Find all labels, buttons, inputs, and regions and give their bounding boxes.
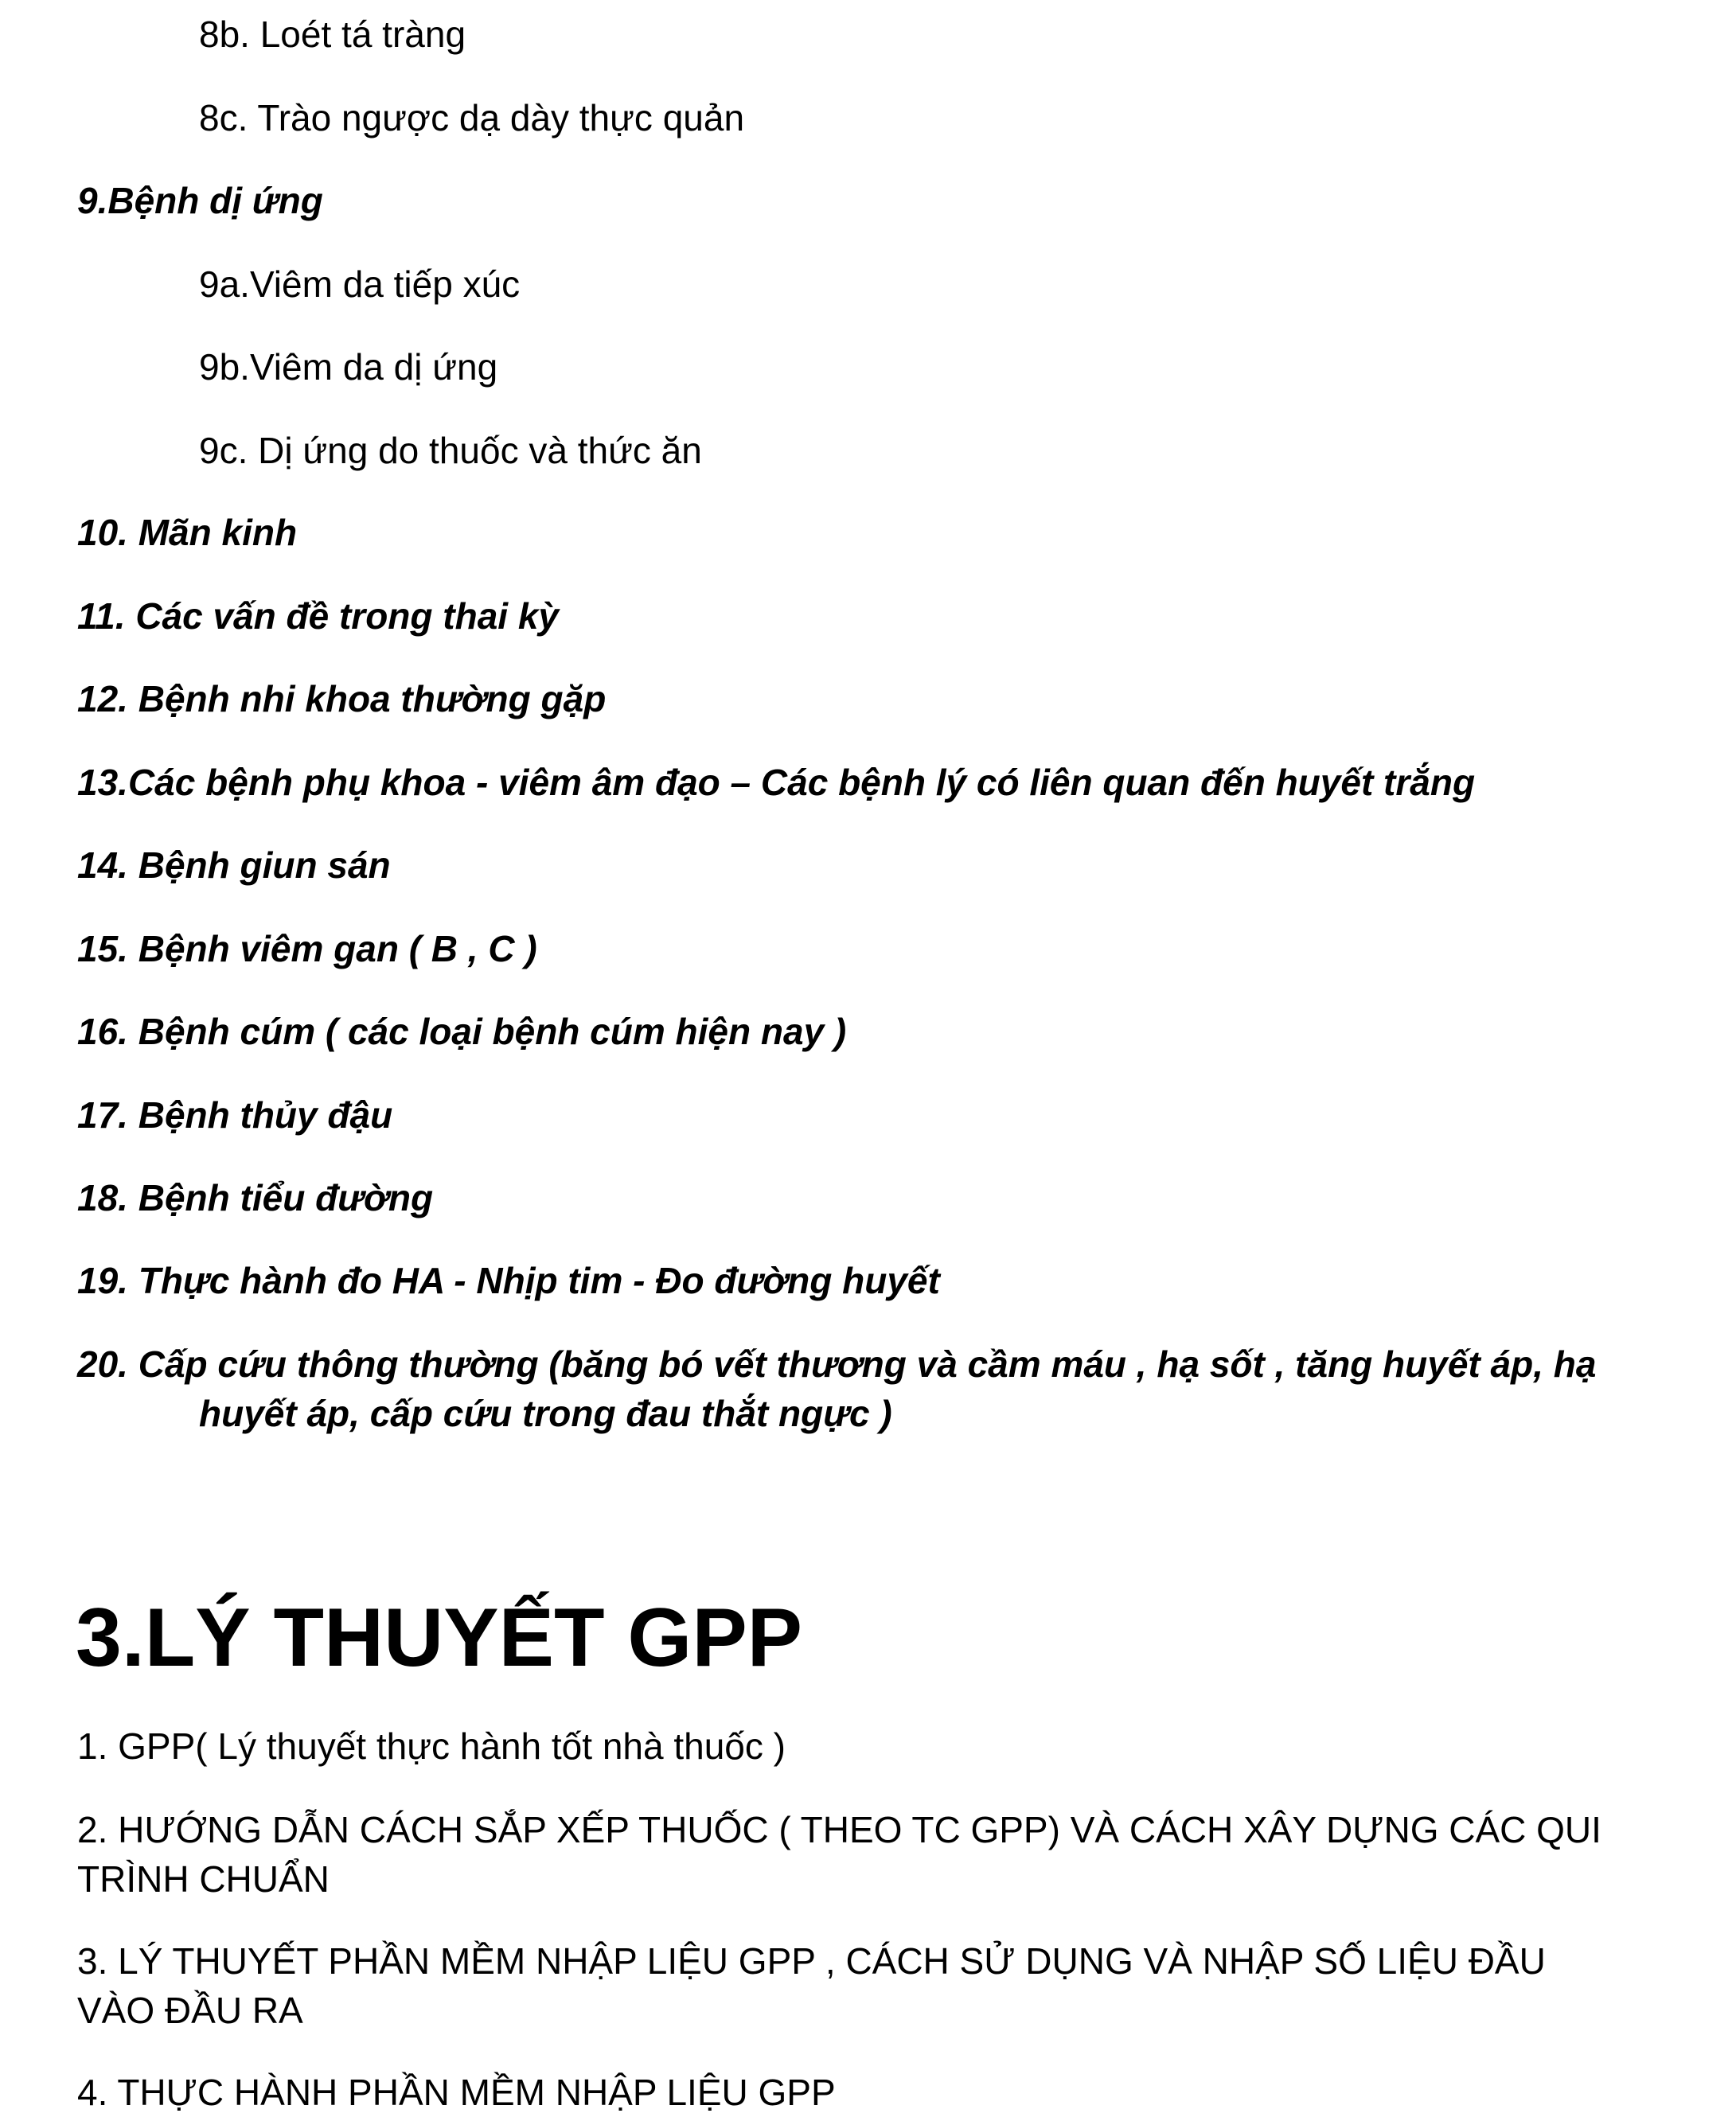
list-item: 9.Bệnh dị ứng [77, 180, 323, 221]
list-item: 1. GPP( Lý thuyết thực hành tốt nhà thuốc ) [77, 1725, 786, 1767]
list-item: 14. Bệnh giun sán [77, 844, 391, 886]
list-item: 4. THỰC HÀNH PHẦN MỀM NHẬP LIỆU GPP [77, 2072, 836, 2113]
list-item: 9c. Dị ứng do thuốc và thức ăn [199, 430, 702, 471]
list-item-continuation: TRÌNH CHUẨN [77, 1858, 330, 1900]
list-item-continuation: huyết áp, cấp cứu trong đau thắt ngực ) [199, 1393, 892, 1434]
list-item: 13.Các bệnh phụ khoa - viêm âm đạo – Các bệnh lý có liên quan đến huyết trắng [77, 762, 1476, 803]
list-item: 19. Thực hành đo HA - Nhịp tim - Đo đường huyết [77, 1260, 940, 1301]
list-item: 8c. Trào ngược dạ dày thực quản [199, 97, 745, 138]
list-item: 16. Bệnh cúm ( các loại bệnh cúm hiện nay ) [77, 1011, 847, 1052]
section-heading: 3.LÝ THUYẾT GPP [76, 1592, 803, 1684]
list-item: 3. LÝ THUYẾT PHẦN MỀM NHẬP LIỆU GPP , CÁCH SỬ DỤNG VÀ NHẬP SỐ LIỆU ĐẦU [77, 1940, 1546, 1982]
list-item: 15. Bệnh viêm gan ( B , C ) [77, 928, 537, 969]
list-item: 20. Cấp cứu thông thường (băng bó vết thương và cầm máu , hạ sốt , tăng huyết áp, hạ [77, 1343, 1597, 1385]
list-item: 11. Các vấn đề trong thai kỳ [77, 595, 560, 637]
list-item: 9a.Viêm da tiếp xúc [199, 263, 521, 305]
list-item: 12. Bệnh nhi khoa thường gặp [77, 678, 607, 719]
list-item-continuation: VÀO ĐẦU RA [77, 1990, 303, 2031]
list-item: 17. Bệnh thủy đậu [77, 1094, 393, 1136]
list-item: 8b. Loét tá tràng [199, 14, 466, 55]
list-item: 2. HƯỚNG DẪN CÁCH SẮP XẾP THUỐC ( THEO TC GPP) VÀ CÁCH XÂY DỰNG CÁC QUI [77, 1809, 1601, 1850]
list-item: 9b.Viêm da dị ứng [199, 346, 498, 388]
list-item: 18. Bệnh tiểu đường [77, 1177, 434, 1218]
list-item: 10. Mãn kinh [77, 512, 298, 553]
